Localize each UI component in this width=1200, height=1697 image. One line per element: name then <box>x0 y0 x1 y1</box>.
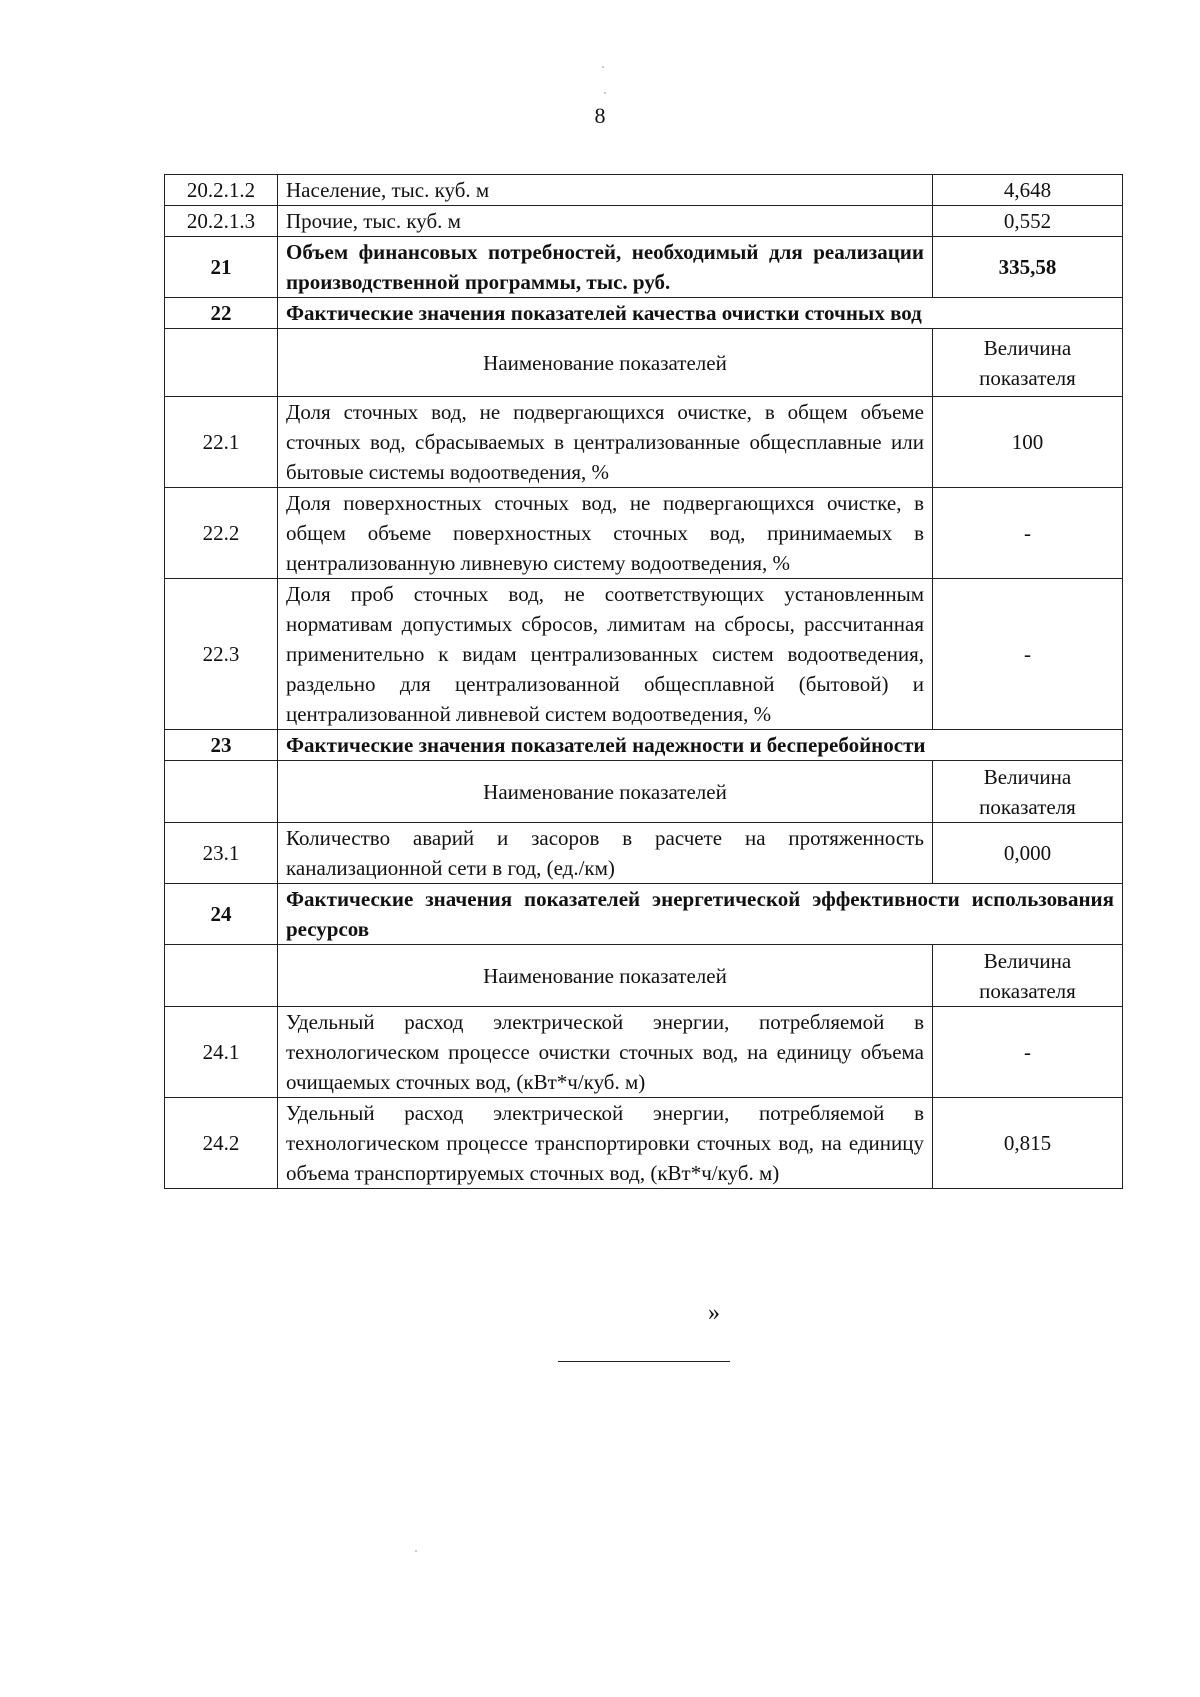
column-header-value: Величина показателя <box>933 945 1123 1007</box>
column-header-row <box>165 761 1123 823</box>
row-value: - <box>933 488 1123 579</box>
table-row <box>165 1007 1123 1098</box>
section-title: Фактические значения показателей качества очистки сточных вод <box>278 298 1123 329</box>
row-text: Удельный расход электрической энергии, потребляемой в технологическом процессе очистки сточных вод, на единицу объема очищаемых сточных вод, (кВт*ч/куб. м) <box>278 1007 933 1098</box>
row-value: - <box>933 579 1123 730</box>
section-number: 23 <box>165 730 278 761</box>
table-row <box>165 397 1123 488</box>
scan-speck <box>415 1550 417 1552</box>
scan-speck <box>602 66 604 68</box>
row-number: 20.2.1.3 <box>165 206 278 237</box>
row-text: Прочие, тыс. куб. м <box>278 206 933 237</box>
row-text: Доля проб сточных вод, не соответствующих установленным нормативам допустимых сбросов, лимитам на сбросы, рассчитанная применительно к видам централизованных систем водоотведения, раздельно для централизованной общесплавной (бытовой) и централизованной ливневой систем водоотведения, % <box>278 579 933 730</box>
row-number: 22.3 <box>165 579 278 730</box>
row-text: Количество аварий и засоров в расчете на протяженность канализационной сети в год, (ед./км) <box>278 823 933 884</box>
row-number: 24.2 <box>165 1098 278 1189</box>
table-row <box>165 1098 1123 1189</box>
section-number: 24 <box>165 884 278 945</box>
row-number: 22.2 <box>165 488 278 579</box>
section-title: Фактические значения показателей надежности и бесперебойности <box>278 730 1123 761</box>
row-number: 21 <box>165 237 278 298</box>
section-header-row <box>165 884 1123 945</box>
row-value: 0,552 <box>933 206 1123 237</box>
column-header-row <box>165 945 1123 1007</box>
section-number: 22 <box>165 298 278 329</box>
scan-speck <box>604 92 606 94</box>
table-row <box>165 175 1123 206</box>
table-row <box>165 488 1123 579</box>
row-value: 4,648 <box>933 175 1123 206</box>
section-header-row <box>165 298 1123 329</box>
row-value: 0,815 <box>933 1098 1123 1189</box>
empty-cell <box>165 761 278 823</box>
table-row <box>165 823 1123 884</box>
empty-cell <box>165 945 278 1007</box>
table-row <box>165 206 1123 237</box>
row-text: Доля поверхностных сточных вод, не подвергающихся очистке, в общем объеме поверхностных сточных вод, принимаемых в централизованную ливневую систему водоотведения, % <box>278 488 933 579</box>
row-number: 24.1 <box>165 1007 278 1098</box>
section-title: Фактические значения показателей энергетической эффективности использования ресурсов <box>278 884 1123 945</box>
column-header-name: Наименование показателей <box>278 329 933 397</box>
row-text: Население, тыс. куб. м <box>278 175 933 206</box>
empty-cell <box>165 329 278 397</box>
column-header-name: Наименование показателей <box>278 945 933 1007</box>
section-header-row <box>165 730 1123 761</box>
row-number: 22.1 <box>165 397 278 488</box>
row-number: 20.2.1.2 <box>165 175 278 206</box>
row-number: 23.1 <box>165 823 278 884</box>
row-value: 100 <box>933 397 1123 488</box>
closing-quote: » <box>708 1300 720 1326</box>
row-value: - <box>933 1007 1123 1098</box>
table-row <box>165 579 1123 730</box>
column-header-value: Величина показателя <box>933 329 1123 397</box>
row-text: Объем финансовых потребностей, необходимый для реализации производственной программы, тыс. руб. <box>278 237 933 298</box>
column-header-name: Наименование показателей <box>278 761 933 823</box>
column-header-row <box>165 329 1123 397</box>
row-text: Доля сточных вод, не подвергающихся очистке, в общем объеме сточных вод, сбрасываемых в централизованные общесплавные или бытовые системы водоотведения, % <box>278 397 933 488</box>
column-header-value: Величина показателя <box>933 761 1123 823</box>
row-text: Удельный расход электрической энергии, потребляемой в технологическом процессе транспортировки сточных вод, на единицу объема транспортируемых сточных вод, (кВт*ч/куб. м) <box>278 1098 933 1189</box>
row-value: 335,58 <box>933 237 1123 298</box>
indicators-table <box>164 174 1123 1189</box>
page-number: 8 <box>594 103 606 128</box>
row-value: 0,000 <box>933 823 1123 884</box>
table-row <box>165 237 1123 298</box>
end-divider <box>558 1361 730 1362</box>
